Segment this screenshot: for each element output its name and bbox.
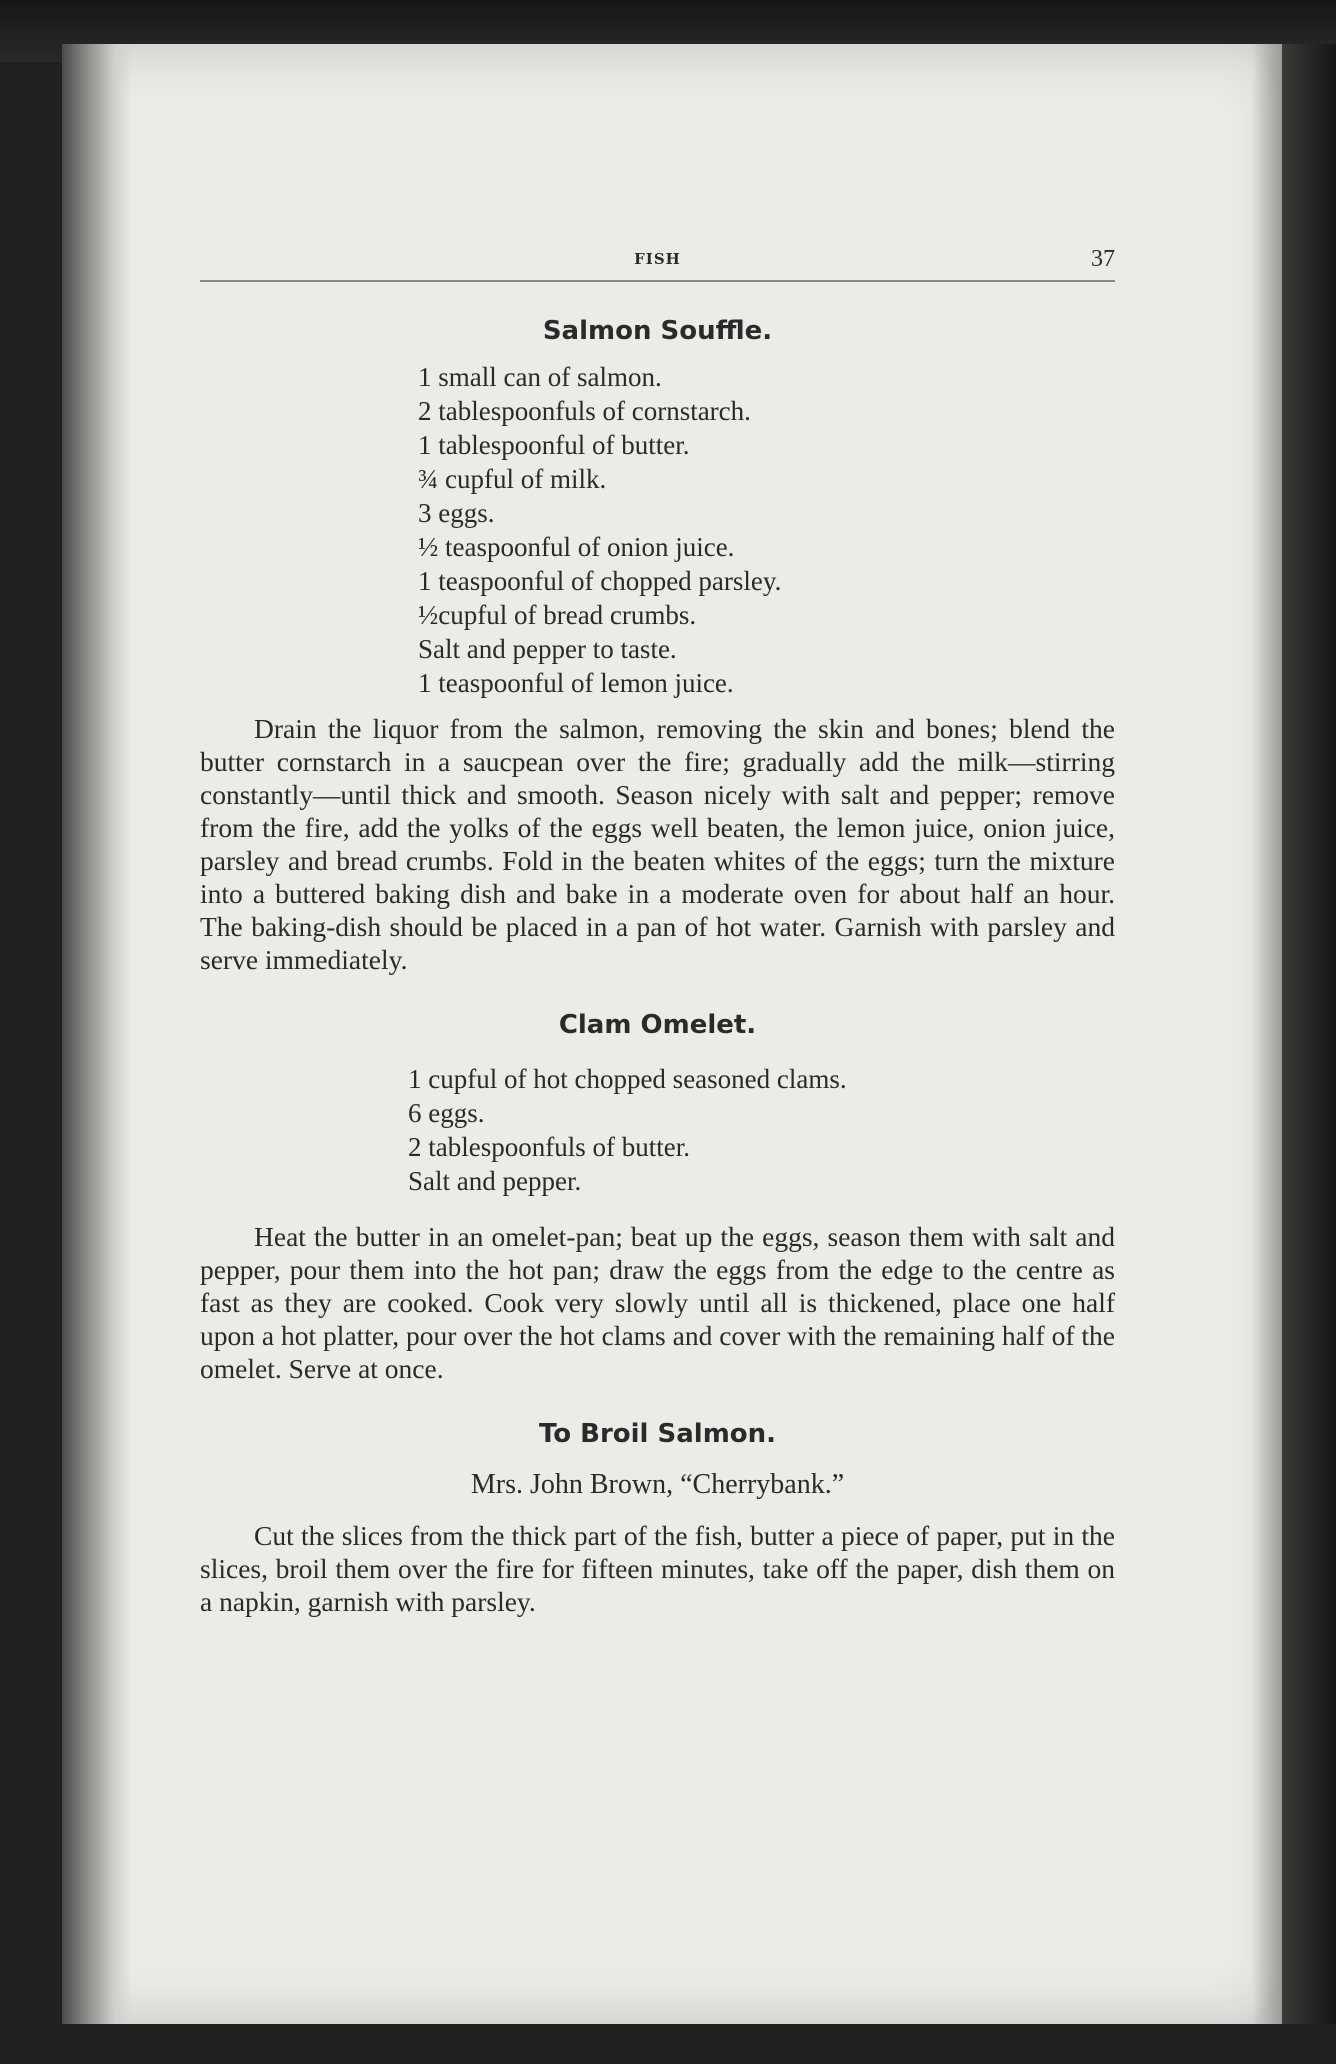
ingredient-list [408,1062,1115,1198]
spine-shadow [62,44,132,2024]
ingredient-item: 1 small can of salmon. [418,362,662,392]
ingredient-list [418,360,1115,700]
recipe-clam-omelet [200,1010,1115,1385]
ingredient-item: 3 eggs. [418,498,495,528]
ingredient-item: 1 teaspoonful of chopped parsley. [418,566,782,596]
recipe-title: To Broil Salmon. [538,1419,777,1449]
recipe-byline: Mrs. John Brown, “Cherrybank.” [470,1469,845,1500]
recipe-method: Heat the butter in an omelet-pan; beat up the eggs, season them with salt and pepper, pour them into the hot pan; draw the eggs from the edge to the centre as fast as they are cooked. Cook very slowly until all is thickened, place one half upon a hot platter, pour over the hot clams and cover with the remaining half of the omelet. Serve at once. [200,1221,1115,1384]
ingredient-item: ¾ cupful of milk. [418,464,607,494]
recipe-title: Clam Omelet. [558,1010,757,1040]
recipe-salmon-souffle [200,316,1115,976]
recipe-method: Cut the slices from the thick part of the fish, butter a piece of paper, put in the slices, broil them over the fire for fifteen minutes, take off the paper, dish them on a napkin, garnish with parsley. [200,1520,1115,1617]
page-content [200,240,1115,1618]
recipe-to-broil-salmon [200,1419,1115,1618]
page-number: 37 [1091,246,1115,272]
ingredient-item: 2 tablespoonfuls of cornstarch. [418,396,751,426]
ingredient-item: 2 tablespoonfuls of butter. [408,1132,690,1162]
ingredient-item: 1 teaspoonful of lemon juice. [418,668,734,698]
section-label: FISH [634,250,681,268]
recipe-title: Salmon Souffle. [542,316,773,346]
ingredient-item: 1 cupful of hot chopped seasoned clams. [408,1064,847,1094]
book-edge [1282,44,1336,2024]
running-head [200,240,1115,282]
ingredient-item: Salt and pepper. [408,1166,582,1196]
ingredient-item: Salt and pepper to taste. [418,634,677,664]
ingredient-item: ½cupful of bread crumbs. [418,600,697,630]
ingredient-item: 1 tablespoonful of butter. [418,430,690,460]
recipe-method: Drain the liquor from the salmon, removing the skin and bones; blend the butter cornstarch in a saucpean over the fire; gradually add the milk—stirring constantly—until thick and smooth. Season nicely with salt and pepper; remove from the fire, add the yolks of the eggs well beaten, the lemon juice, onion juice, parsley and bread crumbs. Fold in the beaten whites of the eggs; turn the mixture into a buttered baking dish and bake in a moderate oven for about half an hour. The baking-dish should be placed in a pan of hot water. Garnish with parsley and serve immediately. [200,713,1115,975]
ingredient-item: ½ teaspoonful of onion juice. [418,532,735,562]
page-edge-shadow [1252,44,1282,2024]
ingredient-item: 6 eggs. [408,1098,485,1128]
